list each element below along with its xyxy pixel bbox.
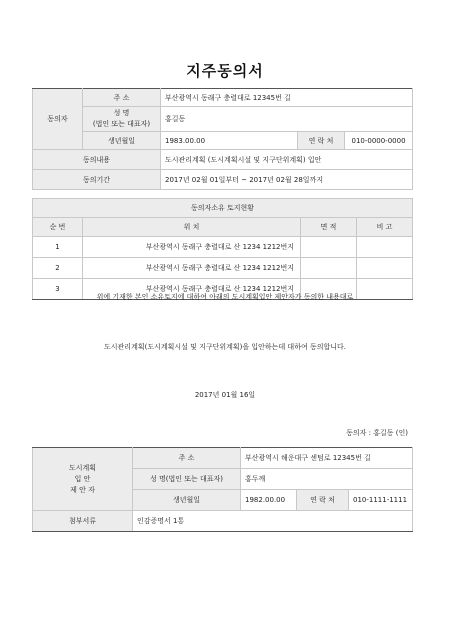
row-location: 부산광역시 동래구 충렬대로 산 1234 1212번지 bbox=[83, 258, 301, 279]
consenter-birth-value: 1983.00.00 bbox=[161, 132, 298, 150]
name-label-line2: (법인 또는 대표자) bbox=[92, 120, 151, 128]
attachments-value: 인감증명서 1통 bbox=[133, 511, 413, 532]
statement-line-1: 위에 기재한 본인 소유토지에 대하여 아래의 도시계획입안 제안자가 동의한 내용대로 bbox=[96, 293, 354, 301]
address-label: 주 소 bbox=[83, 89, 161, 107]
document-title: 지주동의서 bbox=[186, 62, 264, 80]
row-area bbox=[301, 237, 357, 258]
proposer-table bbox=[32, 447, 413, 532]
consent-period-value: 2017년 02월 01일부터 ~ 2017년 02월 28일까지 bbox=[161, 170, 413, 190]
consent-period-row bbox=[33, 170, 413, 190]
table-row bbox=[33, 237, 413, 258]
consenter-group-label: 동의자 bbox=[33, 89, 83, 150]
row-no: 2 bbox=[33, 258, 83, 279]
consent-period-label: 동의기간 bbox=[33, 170, 161, 190]
proposer-contact-label: 연 락 처 bbox=[297, 490, 349, 511]
header-location: 위 치 bbox=[83, 218, 301, 237]
proposer-name-value: 홍두깨 bbox=[241, 469, 413, 490]
header-area: 면 적 bbox=[301, 218, 357, 237]
proposer-label-line3: 제 안 자 bbox=[70, 485, 95, 494]
consenter-birth-row bbox=[33, 132, 413, 150]
header-note: 비 고 bbox=[357, 218, 413, 237]
land-status-title-row bbox=[33, 199, 413, 218]
row-location: 부산광역시 동래구 충렬대로 산 1234 1212번지 bbox=[83, 237, 301, 258]
contact-label: 연 락 처 bbox=[298, 132, 345, 150]
proposer-birth-value: 1982.00.00 bbox=[241, 490, 297, 511]
consenter-contact-value: 010-0000-0000 bbox=[345, 132, 413, 150]
proposer-address-label: 주 소 bbox=[133, 448, 241, 469]
row-no: 1 bbox=[33, 237, 83, 258]
proposer-group-label bbox=[33, 448, 133, 511]
land-status-table bbox=[32, 198, 413, 300]
proposer-label-line1: 도시계획 bbox=[68, 463, 97, 472]
table-row bbox=[33, 258, 413, 279]
name-label bbox=[83, 107, 161, 132]
proposer-label-line2: 입 안 bbox=[74, 474, 91, 483]
consenter-table bbox=[32, 88, 413, 190]
attachments-label: 첨부서류 bbox=[33, 511, 133, 532]
consenter-address-value: 부산광역시 동래구 충렬대로 12345번 길 bbox=[161, 89, 413, 107]
signing-date: 2017년 01월 16일 bbox=[194, 391, 256, 399]
row-location: 부산광역시 동래구 충렬대로 산 1234 1212번지 bbox=[83, 279, 301, 300]
consent-content-row bbox=[33, 150, 413, 170]
consent-content-label: 동의내용 bbox=[33, 150, 161, 170]
land-status-title: 동의자소유 토지현황 bbox=[33, 199, 413, 218]
row-area bbox=[301, 258, 357, 279]
proposer-birth-label: 생년월일 bbox=[133, 490, 241, 511]
name-label-line1: 성 명 bbox=[113, 109, 130, 117]
consenter-address-row bbox=[33, 89, 413, 107]
proposer-contact-value: 010-1111-1111 bbox=[349, 490, 413, 511]
header-no: 순 번 bbox=[33, 218, 83, 237]
consent-content-value: 도시관리계획 (도시계획시설 및 지구단위계획) 입안 bbox=[161, 150, 413, 170]
proposer-name-label: 성 명(법인 또는 대표자) bbox=[133, 469, 241, 490]
consenter-name-row bbox=[33, 107, 413, 132]
row-no: 3 bbox=[33, 279, 83, 300]
row-note bbox=[357, 237, 413, 258]
proposer-address-row bbox=[33, 448, 413, 469]
row-note bbox=[357, 258, 413, 279]
birth-label: 생년월일 bbox=[83, 132, 161, 150]
attachments-row bbox=[33, 511, 413, 532]
land-status-header-row bbox=[33, 218, 413, 237]
statement-line-2: 도시관리계획(도시계획시설 및 지구단위계획)을 입안하는데 대하여 동의합니다. bbox=[104, 343, 346, 351]
consenter-signature: 동의자 : 홍길동 (인) bbox=[346, 429, 408, 437]
consenter-name-value: 홍길동 bbox=[161, 107, 413, 132]
proposer-address-value: 부산광역시 해운대구 센텀로 12345번 길 bbox=[241, 448, 413, 469]
